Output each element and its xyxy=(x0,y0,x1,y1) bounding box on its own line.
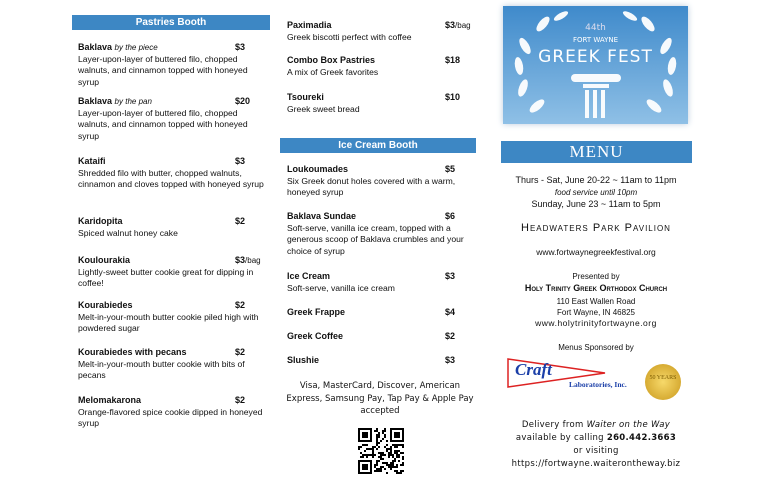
item-name: Kourabiedes with pecans xyxy=(78,347,187,357)
item-price: $2 xyxy=(235,216,246,226)
menu-item xyxy=(287,164,479,199)
menu-item xyxy=(78,300,270,335)
fest-title: GREEK FEST xyxy=(538,47,653,67)
item-name: Kataifi xyxy=(78,156,106,166)
festival-website-link[interactable]: www.fortwaynegreekfestival.org xyxy=(536,247,656,257)
item-description: Soft-serve, vanilla ice cream xyxy=(287,282,395,293)
menu-item xyxy=(287,271,479,294)
menu-item xyxy=(287,20,479,43)
food-service-note: food service until 10pm xyxy=(554,188,638,197)
menu-item xyxy=(78,347,270,382)
item-price: $3 xyxy=(235,42,246,52)
menu-item xyxy=(287,211,479,257)
item-price: $10 xyxy=(445,92,461,102)
city: FORT WAYNE xyxy=(572,36,619,44)
item-price: $3/bag xyxy=(445,20,471,30)
item-description: Layer-upon-layer of buttered filo, chopped walnuts, and cinnamon topped with honeyed syrup xyxy=(78,107,248,141)
item-name: Tsoureki xyxy=(287,92,324,102)
item-note: by the pan xyxy=(114,97,152,106)
item-description: Soft-serve, vanilla ice cream, topped with a generous scoop of Baklava crumbles and your choice of syrup xyxy=(287,222,464,256)
menu-item xyxy=(78,216,270,239)
venue: Headwaters Park Pavilion xyxy=(521,222,671,234)
item-name: Paximadia xyxy=(287,20,332,30)
dates-line1: Thurs - Sat, June 20-22 ~ 11am to 11pm xyxy=(515,175,677,185)
craft-labs-logo xyxy=(507,357,632,397)
sponsored-by: Menus Sponsored by xyxy=(558,343,634,352)
item-price: $3 xyxy=(235,156,246,166)
item-price: $3 xyxy=(445,271,456,281)
item-note: by the piece xyxy=(114,43,158,52)
item-name: Baklava by the pan xyxy=(78,96,152,106)
delivery-text: Delivery from xyxy=(521,420,587,430)
qr-code xyxy=(358,428,404,474)
church-name: Holy Trinity Greek Orthodox Church xyxy=(524,283,668,293)
greek-fest-logo xyxy=(503,6,688,124)
item-price: $3 xyxy=(445,355,456,365)
item-name: Loukoumades xyxy=(287,164,349,174)
item-description: Six Greek donut holes covered with a warm, honeyed syrup xyxy=(287,175,456,197)
item-price: $18 xyxy=(445,55,461,65)
item-name: Greek Frappe xyxy=(287,307,346,317)
delivery-text-2: available by calling xyxy=(515,433,607,443)
church-website-link[interactable]: www.holytrinityfortwayne.org xyxy=(535,318,657,328)
church-address-2: Fort Wayne, IN 46825 xyxy=(557,308,635,317)
item-description: Greek sweet bread xyxy=(287,103,360,114)
menu-item xyxy=(78,395,270,430)
item-price: $2 xyxy=(445,331,456,341)
item-description: Layer-upon-layer of buttered filo, chopped walnuts, and cinnamon topped with honeyed syrup xyxy=(78,53,248,87)
item-description: Melt-in-your-mouth butter cookie piled high with powdered sugar xyxy=(78,311,259,333)
item-name: Karidopita xyxy=(78,216,123,226)
delivery-line3: or visiting xyxy=(573,446,619,456)
item-description: Orange-flavored spice cookie dipped in honeyed syrup xyxy=(78,406,263,428)
menu-item xyxy=(78,156,270,191)
item-description: Greek biscotti perfect with coffee xyxy=(287,31,412,42)
menu-item xyxy=(78,255,270,290)
church-address-1: 110 East Wallen Road xyxy=(556,297,636,306)
menu-item xyxy=(287,307,479,319)
delivery-phone[interactable]: 260.442.3663 xyxy=(606,433,677,443)
fifty-years-badge: 50 YEARS xyxy=(645,364,681,400)
item-price: $2 xyxy=(235,347,246,357)
dates-line2: Sunday, June 23 ~ 11am to 5pm xyxy=(531,199,661,209)
item-price: $20 xyxy=(235,96,251,106)
payment-info: Visa, MasterCard, Discover, American Express, Samsung Pay, Tap Pay & Apple Pay accepted xyxy=(286,381,474,416)
item-unit: /bag xyxy=(455,21,471,30)
item-price: $6 xyxy=(445,211,456,221)
menu-item xyxy=(287,55,479,78)
item-name: Baklava by the piece xyxy=(78,42,158,52)
delivery-line2 xyxy=(496,433,696,445)
delivery-service: Waiter on the Way xyxy=(586,420,671,430)
menu-banner: MENU xyxy=(501,141,692,163)
presented-by: Presented by xyxy=(572,272,620,281)
item-description: Lightly-sweet butter cookie great for dipping in coffee! xyxy=(78,266,254,288)
item-name: Greek Coffee xyxy=(287,331,344,341)
menu-item xyxy=(287,92,479,115)
item-name: Koulourakia xyxy=(78,255,131,265)
item-description: Spiced walnut honey cake xyxy=(78,227,178,238)
item-unit: /bag xyxy=(245,256,261,265)
ice-cream-booth-header: Ice Cream Booth xyxy=(280,138,476,153)
item-price: $2 xyxy=(235,300,246,310)
item-price: $2 xyxy=(235,395,246,405)
delivery-website-link[interactable]: https://fortwayne.waiterontheway.biz xyxy=(511,459,681,469)
item-description: A mix of Greek favorites xyxy=(287,66,379,77)
item-description: Melt-in-your-mouth butter cookie with bits of pecans xyxy=(78,358,245,380)
item-price: $3/bag xyxy=(235,255,261,265)
item-name: Melomakarona xyxy=(78,395,142,405)
item-price: $4 xyxy=(445,307,456,317)
item-name: Ice Cream xyxy=(287,271,331,281)
edition: 44th xyxy=(585,23,606,33)
item-name: Kourabiedes xyxy=(78,300,133,310)
delivery-line1 xyxy=(496,420,696,432)
item-description: Shredded filo with butter, chopped walnuts, cinnamon and cloves topped with honeyed syrup xyxy=(78,167,264,189)
menu-item xyxy=(287,331,479,343)
item-name: Combo Box Pastries xyxy=(287,55,376,65)
sponsor-sub: Laboratories, Inc. xyxy=(569,380,627,389)
sponsor-name: Craft xyxy=(515,360,552,379)
menu-item xyxy=(78,42,270,88)
menu-item xyxy=(78,96,270,142)
item-name: Slushie xyxy=(287,355,320,365)
item-name: Baklava Sundae xyxy=(287,211,357,221)
item-price: $5 xyxy=(445,164,456,174)
pastries-booth-header: Pastries Booth xyxy=(72,15,270,30)
menu-item xyxy=(287,355,479,367)
